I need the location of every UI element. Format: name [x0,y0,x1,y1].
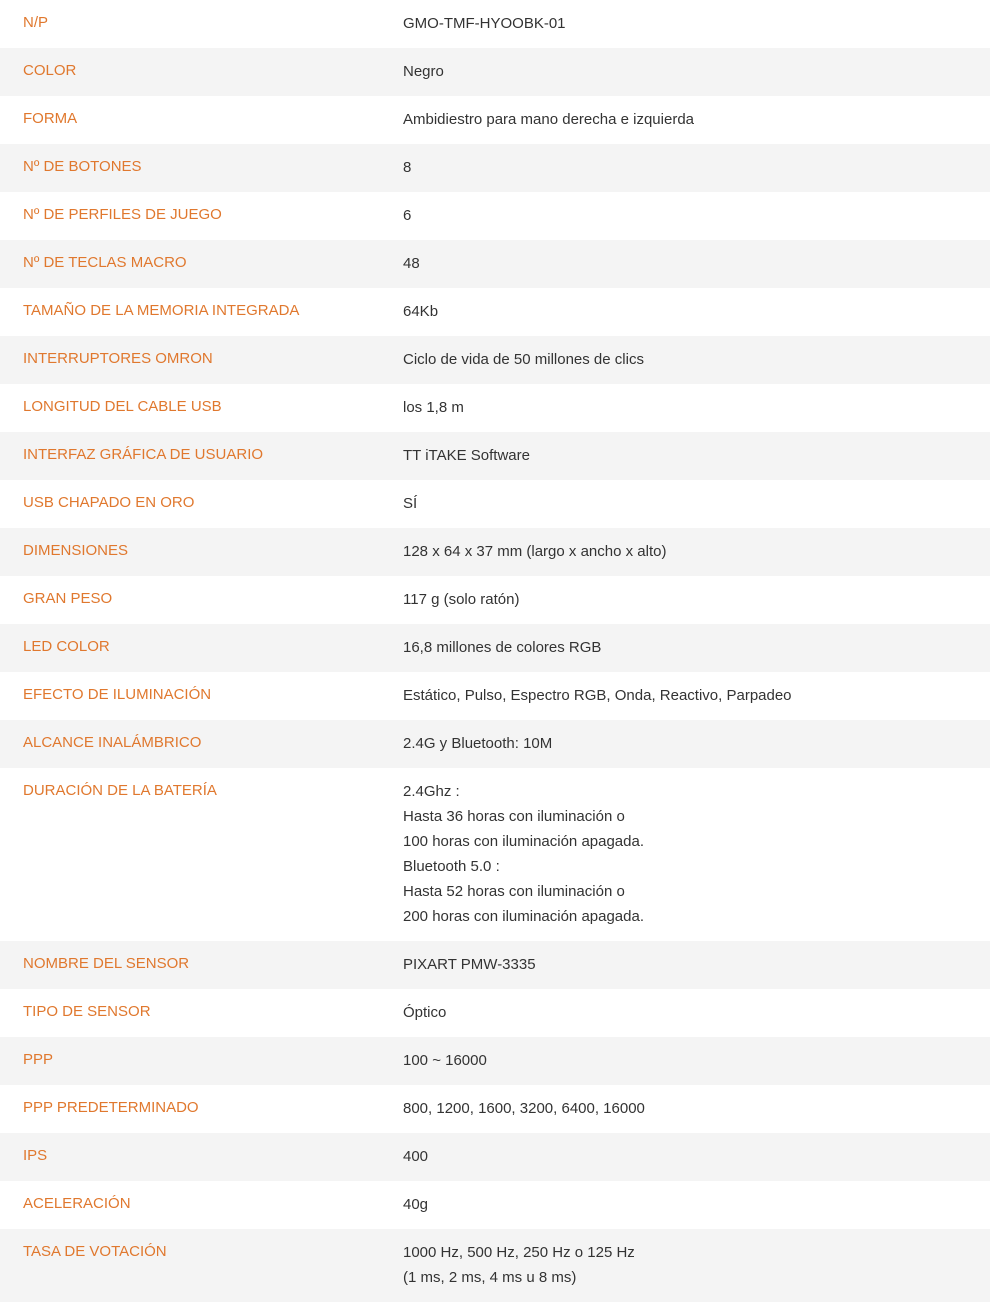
spec-label: NOMBRE DEL SENSOR [23,955,190,972]
spec-label: EFECTO DE ILUMINACIÓN [23,686,212,703]
spec-value-line: 400 [403,1148,429,1165]
spec-value-line: Hasta 36 horas con iluminación o [403,808,625,825]
spec-row [0,1229,990,1302]
spec-label: Nº DE TECLAS MACRO [23,254,187,271]
spec-value-line: 2.4Ghz : [403,783,460,800]
spec-value [403,155,990,180]
spec-label: COLOR [23,62,77,79]
spec-value [403,203,990,228]
spec-row [0,989,990,1037]
spec-value-line: 8 [403,159,412,176]
spec-value [403,107,990,132]
spec-value-line: 40g [403,1196,429,1213]
spec-value-line: (1 ms, 2 ms, 4 ms u 8 ms) [403,1269,577,1286]
spec-value-line: 16,8 millones de colores RGB [403,639,602,656]
spec-value [403,731,990,756]
spec-value-line: Hasta 52 horas con iluminación o [403,883,625,900]
spec-value [403,59,990,84]
spec-row [0,384,990,432]
spec-value [403,347,990,372]
spec-row [0,1037,990,1085]
spec-row [0,96,990,144]
spec-value-line: los 1,8 m [403,399,464,416]
spec-value-line: SÍ [403,495,418,512]
spec-value-line: 1000 Hz, 500 Hz, 250 Hz o 125 Hz [403,1244,635,1261]
spec-label: INTERRUPTORES OMRON [23,350,213,367]
spec-label: GRAN PESO [23,590,113,607]
spec-value [403,1192,990,1217]
spec-value [403,443,990,468]
spec-value-line: 117 g (solo ratón) [403,591,520,608]
spec-value-line: 200 horas con iluminación apagada. [403,908,645,925]
spec-value [403,952,990,977]
spec-row [0,144,990,192]
spec-row [0,192,990,240]
spec-label: PPP [23,1051,54,1068]
spec-row [0,720,990,768]
spec-row [0,48,990,96]
spec-label: TASA DE VOTACIÓN [23,1243,167,1260]
spec-label: USB CHAPADO EN ORO [23,494,195,511]
spec-value-line: Estático, Pulso, Espectro RGB, Onda, Reactivo, Parpadeo [403,687,792,704]
spec-row [0,624,990,672]
spec-label: PPP PREDETERMINADO [23,1099,199,1116]
spec-label: TAMAÑO DE LA MEMORIA INTEGRADA [23,302,300,319]
spec-value-line: 2.4G y Bluetooth: 10M [403,735,553,752]
spec-value [403,683,990,708]
spec-row [0,528,990,576]
spec-value [403,299,990,324]
spec-value [403,779,990,929]
spec-value-line: 6 [403,207,412,224]
spec-value-line: 100 ~ 16000 [403,1052,487,1069]
spec-value-line: 100 horas con iluminación apagada. [403,833,645,850]
spec-value [403,1048,990,1073]
spec-value [403,1096,990,1121]
spec-value-line: Ambidiestro para mano derecha e izquierda [403,111,694,128]
spec-label: INTERFAZ GRÁFICA DE USUARIO [23,446,264,463]
spec-value [403,539,990,564]
spec-row [0,432,990,480]
spec-value [403,587,990,612]
spec-value-line: Bluetooth 5.0 : [403,858,500,875]
spec-row [0,480,990,528]
spec-row [0,288,990,336]
spec-label: FORMA [23,110,78,127]
spec-row [0,1181,990,1229]
spec-label: Nº DE PERFILES DE JUEGO [23,206,222,223]
spec-value-line: 48 [403,255,420,272]
spec-label: ACELERACIÓN [23,1195,131,1212]
spec-value-line: GMO-TMF-HYOOBK-01 [403,15,566,32]
spec-value-line: TT iTAKE Software [403,447,530,464]
spec-label: DURACIÓN DE LA BATERÍA [23,782,217,799]
spec-value-line: 128 x 64 x 37 mm (largo x ancho x alto) [403,543,667,560]
spec-row [0,672,990,720]
spec-label: LONGITUD DEL CABLE USB [23,398,222,415]
spec-value-line: Óptico [403,1004,447,1021]
spec-label: N/P [23,14,49,31]
spec-value [403,1144,990,1169]
spec-value [403,11,990,36]
spec-value [403,1000,990,1025]
spec-value-line: 64Kb [403,303,439,320]
spec-row [0,576,990,624]
spec-label: DIMENSIONES [23,542,129,559]
spec-row [0,240,990,288]
spec-label: ALCANCE INALÁMBRICO [23,734,202,751]
spec-row [0,336,990,384]
spec-value-line: Negro [403,63,444,80]
spec-label: Nº DE BOTONES [23,158,142,175]
spec-value [403,1240,990,1290]
spec-row [0,0,990,48]
spec-row [0,1085,990,1133]
spec-value-line: PIXART PMW-3335 [403,956,536,973]
spec-value [403,395,990,420]
spec-label: IPS [23,1147,48,1164]
spec-row [0,941,990,989]
spec-value [403,635,990,660]
spec-value [403,491,990,516]
spec-value-line: Ciclo de vida de 50 millones de clics [403,351,644,368]
spec-value-line: 800, 1200, 1600, 3200, 6400, 16000 [403,1100,645,1117]
spec-row [0,1133,990,1181]
spec-label: TIPO DE SENSOR [23,1003,151,1020]
spec-row [0,768,990,941]
spec-value [403,251,990,276]
spec-label: LED COLOR [23,638,110,655]
